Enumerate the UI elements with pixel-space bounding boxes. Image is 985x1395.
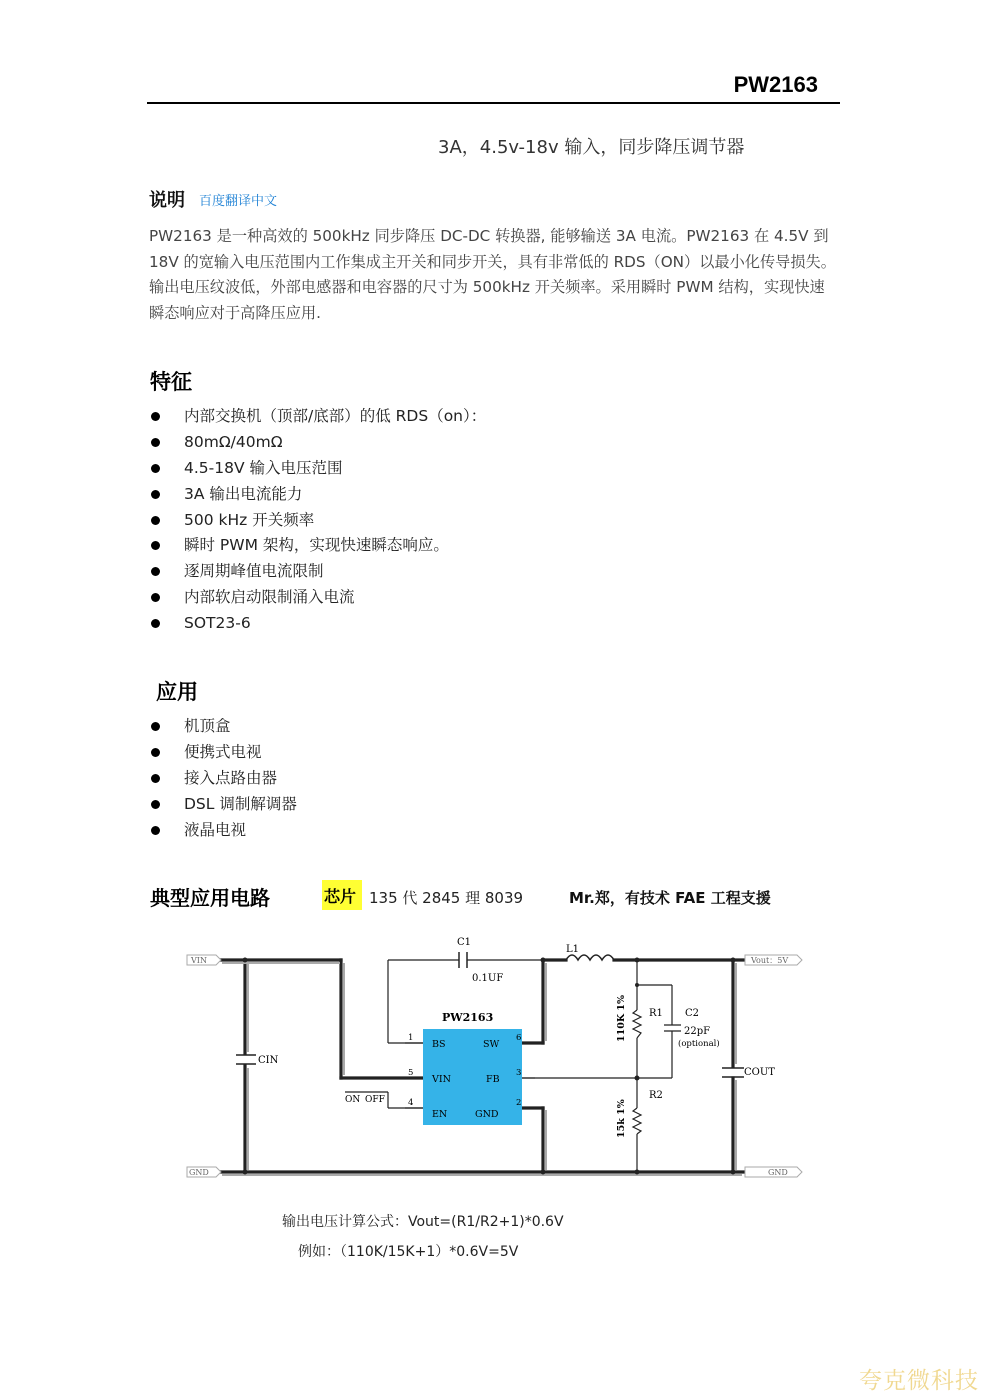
label-gnd-left: GND [189,1168,209,1177]
list-item: 液晶电视 [149,818,297,844]
label-vin: VIN [191,956,207,965]
pin-fb: FB [486,1074,500,1085]
label-on: ON [345,1095,361,1105]
label-cin: CIN [258,1055,279,1066]
features-list [149,404,486,637]
label-cout: COUT [744,1067,775,1078]
part-number: PW2163 [733,72,818,97]
list-item: 瞬时 PWM 架构，实现快速瞬态响应。 [149,533,486,559]
pin-num-4: 4 [408,1098,414,1108]
list-item: 80mΩ/40mΩ [149,430,486,456]
label-r2-value: 15k 1% [616,1099,627,1138]
list-item: 接入点路由器 [149,766,297,792]
list-item: 500 kHz 开关频率 [149,508,486,534]
pin-sw: SW [483,1039,500,1050]
list-item: 3A 输出电流能力 [149,482,486,508]
pin-num-6: 6 [516,1033,522,1043]
label-r2: R2 [649,1090,663,1101]
list-item: 逐周期峰值电流限制 [149,559,486,585]
label-c2-value: 22pF [684,1026,711,1037]
list-item: 机顶盒 [149,714,297,740]
label-off: OFF [365,1095,385,1105]
circuit-diagram [0,920,985,1195]
applications-heading: 应用 [156,680,198,704]
translate-link[interactable]: 百度翻译中文 [199,194,278,209]
list-item: 内部交换机（顶部/底部）的低 RDS（on）： [149,404,486,430]
pin-vin: VIN [432,1074,451,1085]
label-r1: R1 [649,1008,663,1019]
contact-note: Mr.郑，有技术 FAE 工程支援 [569,889,771,907]
label-l1: L1 [566,944,580,955]
list-item: 4.5-18V 输入电压范围 [149,456,486,482]
typical-circuit-heading: 典型应用电路 [150,886,270,910]
features-heading: 特征 [150,370,192,394]
capacitor-cout [722,1068,744,1077]
formula-text: 输出电压计算公式：Vout=(R1/R2+1)*0.6V [282,1214,564,1230]
label-c1-value: 0.1UF [472,973,504,984]
label-c1: C1 [457,937,472,948]
chip-badge: 芯片 [322,880,362,910]
label-c2: C2 [685,1008,700,1019]
example-text: 例如：（110K/15K+1）*0.6V=5V [298,1244,519,1260]
header-rule [147,102,840,104]
contact-phone: 135 代 2845 理 8039 [369,889,524,907]
applications-list [149,714,297,843]
list-item: DSL 调制解调器 [149,792,297,818]
watermark: 夸克微科技 [859,1368,979,1394]
pin-bs: BS [432,1039,446,1050]
capacitor-cin [236,1055,256,1064]
label-vout: Vout：5V [751,956,789,965]
pin-gnd: GND [475,1109,499,1120]
list-item: SOT23-6 [149,611,486,637]
ic-name: PW2163 [442,1011,494,1024]
pin-num-3: 3 [516,1068,522,1078]
pin-num-1: 1 [408,1033,414,1043]
description-heading: 说明 [149,190,185,211]
pin-num-2: 2 [516,1098,522,1108]
list-item: 内部软启动限制涌入电流 [149,585,486,611]
label-c2-note: (optional) [678,1039,720,1049]
list-item: 便携式电视 [149,740,297,766]
capacitor-c2 [664,1025,681,1031]
pin-num-5: 5 [408,1068,414,1078]
resistor-r2 [633,1108,641,1134]
resistor-r1 [633,1010,641,1038]
label-gnd-right: GND [768,1168,788,1177]
label-r1-value: 110K 1% [616,994,627,1042]
subtitle: 3A，4.5v-18v 输入，同步降压调节器 [438,137,745,158]
description-text: PW2163 是一种高效的 500kHz 同步降压 DC-DC 转换器, 能够输送 3A 电流。PW2163 在 4.5V 到 18V 的宽输入电压范围内工作集成主开关和同步开关，具有非常低的 RDS（ON）以最小化传导损失。输出电压纹波低，外部电感器和电容器的尺寸为 500kHz 开关频率。采用瞬时 PWM 结构，实现快速瞬态响应对于高降压应用. [149,227,836,322]
pin-en: EN [432,1109,448,1120]
